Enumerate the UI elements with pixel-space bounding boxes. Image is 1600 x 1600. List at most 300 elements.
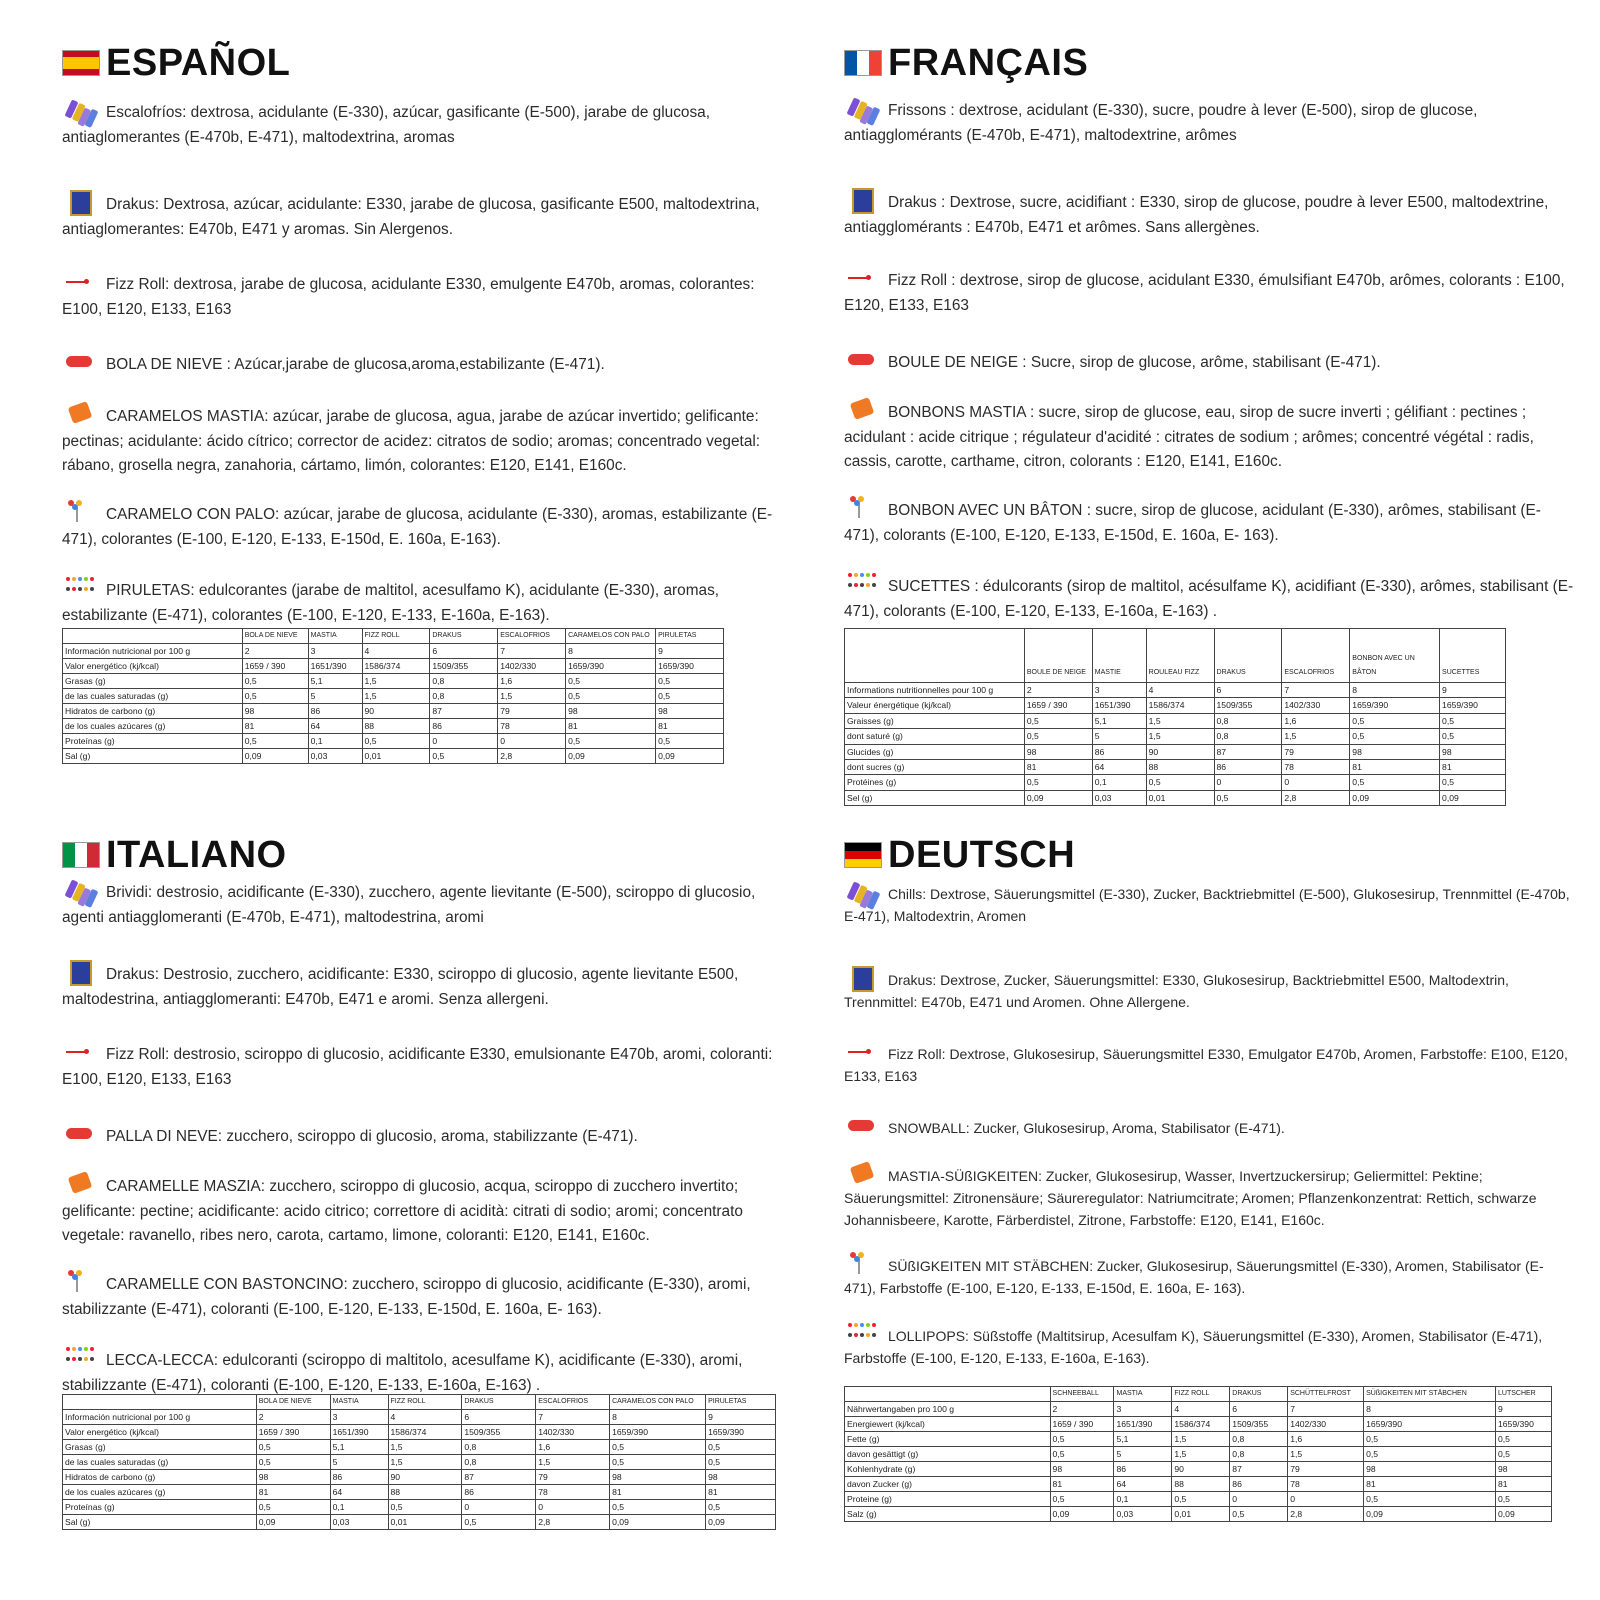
table-cell: 1,5 xyxy=(362,689,430,704)
ingredient-text: Brividi: destrosio, acidificante (E-330), zucchero, agente lievitante (E-500), sciroppo di glucosio, agenti antiagglomeranti (E-470b, E-471), maltodestrina, aromi xyxy=(62,884,756,926)
table-cell: 81 xyxy=(242,719,308,734)
fizz-roll-icon xyxy=(62,270,98,292)
table-cell: 0,1 xyxy=(308,734,362,749)
chills-candy-icon xyxy=(62,98,98,120)
table-cell: 0,09 xyxy=(656,749,724,764)
nutrient-label: Sal (g) xyxy=(63,1515,257,1530)
table-cell: 0,5 xyxy=(388,1500,462,1515)
table-cell: 98 xyxy=(1364,1462,1496,1477)
table-cell: 1651/390 xyxy=(1114,1417,1172,1432)
snowball-candy-icon xyxy=(844,1114,880,1136)
fizz-roll-icon xyxy=(844,1040,880,1062)
flag-stripe xyxy=(845,843,881,851)
table-cell: 8 xyxy=(610,1410,706,1425)
table-cell: 4 xyxy=(362,644,430,659)
table-cell: 98 xyxy=(706,1470,776,1485)
table-cell: 88 xyxy=(362,719,430,734)
ingredient-item xyxy=(62,98,792,150)
nutrient-label: Fette (g) xyxy=(845,1432,1051,1447)
ingredient-item xyxy=(844,188,1574,240)
table-cell: 81 xyxy=(706,1485,776,1500)
table-cell: 0,01 xyxy=(388,1515,462,1530)
ingredient-text: BOULE DE NEIGE : Sucre, sirop de glucose, arôme, stabilisant (E-471). xyxy=(888,354,1381,371)
flag-stripe xyxy=(75,843,87,867)
table-cell: 0,01 xyxy=(1172,1507,1230,1522)
table-cell: 81 xyxy=(1440,760,1506,775)
table-row xyxy=(845,790,1506,805)
table-cell: 0,5 xyxy=(1496,1447,1552,1462)
lollipops-row-icon xyxy=(62,1346,98,1368)
ingredient-item xyxy=(844,1162,1574,1231)
table-cell: 1509/355 xyxy=(1230,1417,1288,1432)
chills-candy-icon xyxy=(844,96,880,118)
table-cell: 90 xyxy=(1172,1462,1230,1477)
table-cell: 0,5 xyxy=(1350,775,1440,790)
table-cell: 86 xyxy=(1214,760,1282,775)
table-header-cell: DRAKUS xyxy=(1214,629,1282,683)
table-cell: 81 xyxy=(656,719,724,734)
table-cell: 0,5 xyxy=(1024,713,1092,728)
nutrient-label: Valeur énergétique (kj/kcal) xyxy=(845,698,1025,713)
table-row xyxy=(845,698,1506,713)
nutrient-label: Informations nutritionnelles pour 100 g xyxy=(845,683,1025,698)
ingredient-item xyxy=(844,572,1574,624)
table-header-row xyxy=(63,1395,776,1410)
table-cell: 1,5 xyxy=(388,1440,462,1455)
spain-flag-icon xyxy=(62,50,100,76)
table-cell: 86 xyxy=(1230,1477,1288,1492)
nutrient-label: Proteine (g) xyxy=(845,1492,1051,1507)
table-cell: 88 xyxy=(388,1485,462,1500)
table-cell: 0,5 xyxy=(430,749,498,764)
table-row xyxy=(63,749,724,764)
table-cell: 0 xyxy=(1288,1492,1364,1507)
table-cell: 2,8 xyxy=(1282,790,1350,805)
nutrient-label: Grasas (g) xyxy=(63,1440,257,1455)
table-cell: 0 xyxy=(536,1500,610,1515)
nutrition-table xyxy=(844,628,1506,806)
table-cell: 0,09 xyxy=(242,749,308,764)
table-row xyxy=(63,1470,776,1485)
table-cell: 0,5 xyxy=(706,1500,776,1515)
chills-candy-icon xyxy=(62,878,98,900)
table-cell: 9 xyxy=(706,1410,776,1425)
table-header-row xyxy=(845,629,1506,683)
table-cell: 0,5 xyxy=(242,674,308,689)
nutrient-label: davon gesättigt (g) xyxy=(845,1447,1051,1462)
table-cell: 0,5 xyxy=(566,674,656,689)
table-cell: 5 xyxy=(308,689,362,704)
table-cell: 0,8 xyxy=(430,674,498,689)
table-cell: 90 xyxy=(1146,744,1214,759)
table-cell: 0,03 xyxy=(1114,1507,1172,1522)
table-cell: 5 xyxy=(1114,1447,1172,1462)
table-cell: 1659/390 xyxy=(1440,698,1506,713)
ingredient-item xyxy=(844,266,1574,318)
table-cell: 0,09 xyxy=(1050,1507,1114,1522)
table-cell: 1,6 xyxy=(536,1440,610,1455)
table-cell: 86 xyxy=(330,1470,388,1485)
table-cell: 0,5 xyxy=(1496,1492,1552,1507)
table-cell: 2,8 xyxy=(1288,1507,1364,1522)
nutrient-label: Energiewert (kj/kcal) xyxy=(845,1417,1051,1432)
table-cell: 0 xyxy=(430,734,498,749)
table-header-cell: SÜßIGKEITEN MIT STÄBCHEN xyxy=(1364,1387,1496,1402)
lollipop-stick-icon xyxy=(62,500,98,522)
ingredient-text: BONBON AVEC UN BÂTON : sucre, sirop de glucose, acidulant (E-330), arômes, stabilisant (E-471), colorants (E-100, E-120, E-133, E-150d, E. 160a, E- 163). xyxy=(844,502,1541,544)
table-cell: 0,5 xyxy=(566,734,656,749)
nutrition-table xyxy=(844,1386,1552,1522)
snowball-candy-icon xyxy=(844,348,880,370)
table-header-cell: MASTIA xyxy=(330,1395,388,1410)
mastia-candy-icon xyxy=(844,1162,880,1184)
table-cell: 0,8 xyxy=(462,1440,536,1455)
table-row xyxy=(63,659,724,674)
fizz-roll-icon xyxy=(844,266,880,288)
ingredient-text: SÜßIGKEITEN MIT STÄBCHEN: Zucker, Glukosesirup, Säuerungsmittel (E-330), Aromen, Stabilisator (E-471), Farbstoffe (E-100, E-120, E-133, E-150d, E. 160a, E- 163). xyxy=(844,1258,1544,1296)
ingredient-item xyxy=(62,190,792,242)
ingredient-text: LOLLIPOPS: Süßstoffe (Maltitsirup, Acesulfam K), Säuerungsmittel (E-330), Aromen, Stabilisator (E-471), Farbstoffe (E-100, E-120, E-133, E-160a, E-163). xyxy=(844,1328,1543,1366)
table-row xyxy=(845,713,1506,728)
table-row xyxy=(63,1500,776,1515)
ingredient-item xyxy=(844,1252,1574,1299)
table-cell: 1509/355 xyxy=(1214,698,1282,713)
language-title: FRANÇAIS xyxy=(888,41,1089,84)
table-cell: 81 xyxy=(1364,1477,1496,1492)
chills-candy-icon xyxy=(844,880,880,902)
flag-stripe xyxy=(63,843,75,867)
table-cell: 0,03 xyxy=(330,1515,388,1530)
germany-flag-icon xyxy=(844,842,882,868)
language-header xyxy=(844,40,1584,86)
table-cell: 0,5 xyxy=(1350,713,1440,728)
table-cell: 81 xyxy=(256,1485,330,1500)
table-cell: 0,5 xyxy=(610,1500,706,1515)
ingredient-item xyxy=(844,966,1574,1013)
table-cell: 0,5 xyxy=(1440,713,1506,728)
nutrient-label: Información nutricional por 100 g xyxy=(63,1410,257,1425)
table-cell: 81 xyxy=(1496,1477,1552,1492)
table-cell: 3 xyxy=(308,644,362,659)
ingredient-text: CARAMELOS MASTIA: azúcar, jarabe de glucosa, agua, jarabe de azúcar invertido; gelificante: pectinas; acidulante: ácido cítrico; corrector de acidez: citratos de sodio; aromas; concentrado vegetal: rábano, grosella negra, zanahoria, cártamo, limón, colorantes: E120, E141, E160c. xyxy=(62,408,761,474)
table-cell: 90 xyxy=(362,704,430,719)
lollipops-row-icon xyxy=(62,576,98,598)
table-cell: 98 xyxy=(1350,744,1440,759)
flag-stripe xyxy=(63,57,99,69)
flag-stripe xyxy=(63,69,99,75)
table-cell: 81 xyxy=(1350,760,1440,775)
table-cell: 0,8 xyxy=(430,689,498,704)
table-header-cell: DRAKUS xyxy=(430,629,498,644)
ingredient-text: CARAMELO CON PALO: azúcar, jarabe de glucosa, acidulante (E-330), aromas, estabilizante (E-471), colorantes (E-100, E-120, E-133, E-150d, E. 160a, E-163). xyxy=(62,506,773,548)
table-header-cell: MASTIA xyxy=(1114,1387,1172,1402)
table-cell: 1,6 xyxy=(1288,1432,1364,1447)
table-cell: 0 xyxy=(1214,775,1282,790)
france-flag-icon xyxy=(844,50,882,76)
table-cell: 1509/355 xyxy=(462,1425,536,1440)
table-cell: 1402/330 xyxy=(498,659,566,674)
table-header-cell: ESCALOFRIOS xyxy=(536,1395,610,1410)
ingredient-item xyxy=(844,1040,1574,1087)
table-header-cell: FIZZ ROLL xyxy=(362,629,430,644)
table-row xyxy=(63,1515,776,1530)
table-header-cell: PIRULETAS xyxy=(706,1395,776,1410)
table-row xyxy=(63,689,724,704)
table-cell: 86 xyxy=(1092,744,1146,759)
table-cell: 2,8 xyxy=(536,1515,610,1530)
table-cell: 0,5 xyxy=(656,674,724,689)
table-cell: 0,5 xyxy=(1440,775,1506,790)
ingredient-text: CARAMELLE CON BASTONCINO: zucchero, sciroppo di glucosio, acidificante (E-330), aromi, stabilizzante (E-471), coloranti (E-100, E-120, E-133, E-150d, E. 160a, E- 163). xyxy=(62,1276,751,1318)
table-header-cell xyxy=(63,1395,257,1410)
table-cell: 0,5 xyxy=(1024,775,1092,790)
nutrient-label: dont saturé (g) xyxy=(845,729,1025,744)
nutrient-label: Proteínas (g) xyxy=(63,734,243,749)
table-cell: 0,5 xyxy=(1050,1492,1114,1507)
table-row xyxy=(845,1477,1552,1492)
table-cell: 6 xyxy=(1230,1402,1288,1417)
table-cell: 8 xyxy=(566,644,656,659)
table-cell: 0,5 xyxy=(242,734,308,749)
ingredient-item xyxy=(844,96,1574,148)
table-cell: 0,5 xyxy=(656,689,724,704)
table-cell: 8 xyxy=(1364,1402,1496,1417)
nutrient-label: Graisses (g) xyxy=(845,713,1025,728)
ingredient-text: Drakus : Dextrose, sucre, acidifiant : E330, sirop de glucose, poudre à lever E500, maltodextrine, antiagglomérants : E470b, E471 et arômes. Sans allergènes. xyxy=(844,194,1549,236)
table-cell: 0,5 xyxy=(362,734,430,749)
ingredient-text: Fizz Roll: dextrosa, jarabe de glucosa, acidulante E330, emulgente E470b, aromas, colorantes: E100, E120, E133, E163 xyxy=(62,276,755,318)
table-cell: 0,5 xyxy=(1496,1432,1552,1447)
table-cell: 5 xyxy=(330,1455,388,1470)
table-cell: 4 xyxy=(1172,1402,1230,1417)
table-cell: 1659 / 390 xyxy=(1024,698,1092,713)
table-cell: 2 xyxy=(1050,1402,1114,1417)
table-cell: 64 xyxy=(1114,1477,1172,1492)
nutrition-table xyxy=(62,628,724,764)
table-header-cell: PIRULETAS xyxy=(656,629,724,644)
ingredient-text: Drakus: Dextrose, Zucker, Säuerungsmittel: E330, Glukosesirup, Backtriebmittel E500, Maltodextrin, Trennmittel: E470b, E471 und Aromen. Ohne Allergene. xyxy=(844,972,1509,1010)
table-cell: 98 xyxy=(1496,1462,1552,1477)
flag-stripe xyxy=(845,51,857,75)
table-header-cell: CARAMELOS CON PALO xyxy=(610,1395,706,1410)
table-cell: 0,5 xyxy=(1364,1447,1496,1462)
table-cell: 0,1 xyxy=(330,1500,388,1515)
ingredient-item xyxy=(62,878,792,930)
section-espanol xyxy=(62,40,802,761)
table-cell: 90 xyxy=(388,1470,462,1485)
snowball-candy-icon xyxy=(62,1122,98,1144)
lollipop-stick-icon xyxy=(844,496,880,518)
table-cell: 2 xyxy=(1024,683,1092,698)
table-header-cell: SCHÜTTELFROST xyxy=(1288,1387,1364,1402)
nutrient-label: Hidratos de carbono (g) xyxy=(63,704,243,719)
table-cell: 0,09 xyxy=(256,1515,330,1530)
table-header-row xyxy=(845,1387,1552,1402)
ingredient-text: SNOWBALL: Zucker, Glukosesirup, Aroma, Stabilisator (E-471). xyxy=(888,1120,1285,1136)
table-row xyxy=(63,1440,776,1455)
nutrient-label: Nährwertangaben pro 100 g xyxy=(845,1402,1051,1417)
table-cell: 1586/374 xyxy=(1146,698,1214,713)
table-cell: 0 xyxy=(498,734,566,749)
table-cell: 3 xyxy=(330,1410,388,1425)
table-cell: 0,5 xyxy=(1050,1432,1114,1447)
table-cell: 1402/330 xyxy=(1282,698,1350,713)
lollipops-row-icon xyxy=(844,572,880,594)
ingredient-text: Drakus: Destrosio, zucchero, acidificante: E330, sciroppo di glucosio, agente lievitante E500, maltodestrina, antiagglomeranti: E470b, E471 e aromi. Senza allergeni. xyxy=(62,966,739,1008)
ingredient-item xyxy=(62,1040,792,1092)
ingredient-text: LECCA-LECCA: edulcoranti (sciroppo di maltitolo, acesulfame K), acidificante (E-330), aromi, stabilizzante (E-471), coloranti (E-100, E-120, E-133, E-160a, E-163) . xyxy=(62,1352,743,1394)
table-cell: 79 xyxy=(1288,1462,1364,1477)
table-cell: 0,8 xyxy=(1214,729,1282,744)
table-row xyxy=(63,734,724,749)
table-cell: 98 xyxy=(256,1470,330,1485)
table-cell: 0,5 xyxy=(1364,1492,1496,1507)
drakus-box-icon xyxy=(844,966,880,988)
table-cell: 1651/390 xyxy=(1092,698,1146,713)
table-cell: 0,5 xyxy=(256,1440,330,1455)
table-cell: 64 xyxy=(330,1485,388,1500)
ingredient-text: CARAMELLE MASZIA: zucchero, sciroppo di glucosio, acqua, sciroppo di zucchero invertito; gelificante: pectine; acidificante: acido citrico; correttore di acidità: citrati di sodio; aromi; concentrato vegetale: ravanello, ribes nero, carota, cartamo, limone, coloranti: E120, E141, E160c. xyxy=(62,1178,743,1244)
table-cell: 0,09 xyxy=(706,1515,776,1530)
table-cell: 3 xyxy=(1092,683,1146,698)
table-cell: 1659/390 xyxy=(1350,698,1440,713)
ingredient-text: Drakus: Dextrosa, azúcar, acidulante: E330, jarabe de glucosa, gasificante E500, maltodextrina, antiaglomerantes: E470b, E471 y aromas. Sin Alergenos. xyxy=(62,196,760,238)
table-cell: 1659/390 xyxy=(656,659,724,674)
table-cell: 81 xyxy=(1050,1477,1114,1492)
table-cell: 0 xyxy=(1282,775,1350,790)
table-cell: 0,09 xyxy=(1440,790,1506,805)
drakus-box-icon xyxy=(62,960,98,982)
ingredient-item xyxy=(844,496,1574,548)
table-cell: 64 xyxy=(1092,760,1146,775)
nutrient-label: Proteínas (g) xyxy=(63,1500,257,1515)
table-row xyxy=(845,683,1506,698)
table-header-row xyxy=(63,629,724,644)
table-cell: 0,8 xyxy=(1230,1447,1288,1462)
table-cell: 0 xyxy=(462,1500,536,1515)
flag-stripe xyxy=(857,51,869,75)
nutrient-label: Valor energético (kj/kcal) xyxy=(63,1425,257,1440)
table-cell: 0,01 xyxy=(362,749,430,764)
table-header-cell: BOULE DE NEIGE xyxy=(1024,629,1092,683)
mastia-candy-icon xyxy=(62,1172,98,1194)
section-deutsch xyxy=(844,832,1584,1519)
lollipop-stick-icon xyxy=(62,1270,98,1292)
table-cell: 1509/355 xyxy=(430,659,498,674)
nutrient-label: de las cuales saturadas (g) xyxy=(63,689,243,704)
table-cell: 81 xyxy=(566,719,656,734)
table-cell: 78 xyxy=(1282,760,1350,775)
table-row xyxy=(63,1410,776,1425)
table-row xyxy=(63,1455,776,1470)
table-row xyxy=(845,1417,1552,1432)
nutrient-label: Sal (g) xyxy=(63,749,243,764)
table-row xyxy=(63,644,724,659)
table-cell: 1,5 xyxy=(388,1455,462,1470)
table-header-cell: ESCALOFRIOS xyxy=(498,629,566,644)
ingredient-item xyxy=(62,960,792,1012)
ingredient-item xyxy=(62,350,792,378)
flag-stripe xyxy=(869,51,881,75)
nutrient-label: dont sucres (g) xyxy=(845,760,1025,775)
nutrient-label: davon Zucker (g) xyxy=(845,1477,1051,1492)
table-cell: 0,09 xyxy=(1350,790,1440,805)
table-cell: 7 xyxy=(498,644,566,659)
table-cell: 79 xyxy=(536,1470,610,1485)
ingredient-item xyxy=(62,1122,792,1150)
table-cell: 86 xyxy=(308,704,362,719)
drakus-box-icon xyxy=(62,190,98,212)
table-cell: 0,09 xyxy=(1024,790,1092,805)
ingredient-item xyxy=(62,1346,792,1398)
language-header xyxy=(844,832,1584,878)
table-row xyxy=(845,760,1506,775)
nutrient-label: de los cuales azúcares (g) xyxy=(63,719,243,734)
ingredient-text: BONBONS MASTIA : sucre, sirop de glucose, eau, sirop de sucre inverti ; gélifiant : pectines ; acidulant : acide citrique ; régulateur d'acidité : citrates de sodium ; arômes; concentré végétal : radis, cassis, carotte, carthame, citron, colorants : E120, E141, E160c. xyxy=(844,404,1534,470)
table-cell: 98 xyxy=(566,704,656,719)
table-cell: 1651/390 xyxy=(308,659,362,674)
table-cell: 0,5 xyxy=(1050,1447,1114,1462)
nutrient-label: Información nutricional por 100 g xyxy=(63,644,243,659)
table-cell: 0,5 xyxy=(242,689,308,704)
table-header-cell: DRAKUS xyxy=(462,1395,536,1410)
table-cell: 0,1 xyxy=(1092,775,1146,790)
table-cell: 0,8 xyxy=(1230,1432,1288,1447)
table-row xyxy=(845,1507,1552,1522)
section-italiano xyxy=(62,832,802,1527)
table-cell: 6 xyxy=(1214,683,1282,698)
table-cell: 2,8 xyxy=(498,749,566,764)
table-row xyxy=(845,1432,1552,1447)
ingredient-item xyxy=(62,1270,792,1322)
table-cell: 79 xyxy=(1282,744,1350,759)
table-cell: 0,5 xyxy=(1350,729,1440,744)
ingredient-text: Fizz Roll : dextrose, sirop de glucose, acidulant E330, émulsifiant E470b, arômes, colorants : E100, E120, E133, E163 xyxy=(844,272,1565,314)
table-cell: 78 xyxy=(536,1485,610,1500)
ingredient-item xyxy=(62,402,792,479)
fizz-roll-icon xyxy=(62,1040,98,1062)
table-cell: 87 xyxy=(1214,744,1282,759)
table-header-cell: FIZZ ROLL xyxy=(388,1395,462,1410)
table-cell: 1659/390 xyxy=(706,1425,776,1440)
table-cell: 6 xyxy=(430,644,498,659)
table-cell: 4 xyxy=(1146,683,1214,698)
table-cell: 98 xyxy=(1024,744,1092,759)
ingredient-text: PIRULETAS: edulcorantes (jarabe de maltitol, acesulfamo K), acidulante (E-330), aromas, estabilizante (E-471), colorantes (E-100, E-120, E-133, E-160a, E-163). xyxy=(62,582,720,624)
table-cell: 0,8 xyxy=(462,1455,536,1470)
table-cell: 87 xyxy=(430,704,498,719)
table-cell: 5,1 xyxy=(308,674,362,689)
table-header-cell: SUCETTES xyxy=(1440,629,1506,683)
table-cell: 0,5 xyxy=(706,1440,776,1455)
table-cell: 0,5 xyxy=(1440,729,1506,744)
table-cell: 0,5 xyxy=(256,1500,330,1515)
italy-flag-icon xyxy=(62,842,100,868)
nutrient-label: Hidratos de carbono (g) xyxy=(63,1470,257,1485)
mastia-candy-icon xyxy=(62,402,98,424)
table-cell: 1659/390 xyxy=(566,659,656,674)
ingredient-item xyxy=(844,348,1574,376)
table-cell: 0,5 xyxy=(610,1440,706,1455)
table-cell: 0,1 xyxy=(1114,1492,1172,1507)
table-cell: 1659/390 xyxy=(610,1425,706,1440)
table-cell: 0,09 xyxy=(1364,1507,1496,1522)
table-cell: 86 xyxy=(430,719,498,734)
table-header-cell: ROULEAU FIZZ xyxy=(1146,629,1214,683)
table-cell: 0,09 xyxy=(566,749,656,764)
table-cell: 1659/390 xyxy=(1496,1417,1552,1432)
table-cell: 6 xyxy=(462,1410,536,1425)
